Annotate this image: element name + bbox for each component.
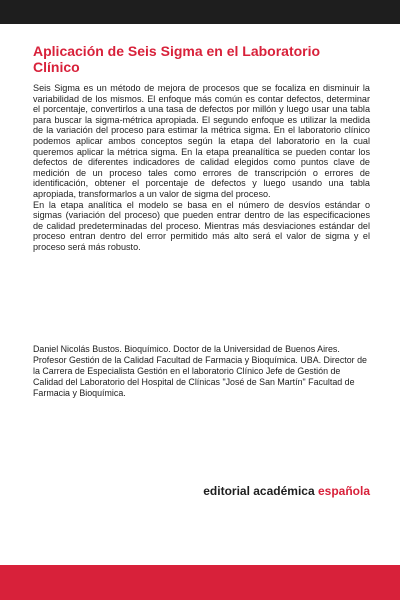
abstract-paragraph: Seis Sigma es un método de mejora de procesos que se focaliza en disminuir la variabilidad de los mismos. El enfoque más común es contar defectos, determinar el porcentaje, convertirlos a una tasa de defectos por millón y luego usar una tabla para buscar la sigma-métrica apropiada. El segundo enfoque es utilizar la medida de la variación del proceso para estimar la métrica sigma. En el laboratorio clínico podemos aplicar ambos conceptos según la etapa del laboratorio en la cual queremos aplicar la métrica sigma. En la etapa preanalítica se pueden contar los defectos de diferentes indicadores de calidad elegidos como puntos clave de medición de un proceso tales como errores de transcripción o errores de identificación, obtener el porcentaje de defectos y luego usando una tabla apropiada, transformarlos a un valor de sigma del proceso. (33, 83, 370, 199)
top-band (0, 0, 400, 24)
book-title: Aplicación de Seis Sigma en el Laboratorio Clínico (33, 43, 321, 75)
book-abstract (33, 83, 370, 253)
publisher-logo (200, 484, 370, 498)
author-bio: Daniel Nicolás Bustos. Bioquímico. Doctor de la Universidad de Buenos Aires. Profesor Gestión de la Calidad Facultad de Farmacia y Bioquímica. UBA. Director de la Carrera de Especialista Gestión en el laboratorio Clínico Jefe de Gestión de Calidad del Laboratorio del Hospital de Clínicas "José de San Martín" Facultad de Farmacia y Bioquímica. (33, 344, 367, 398)
abstract-paragraph: En la etapa analítica el modelo se basa en el número de desvíos estándar o sigmas (variación del proceso) que pueden entrar dentro de las especificaciones de calidad predeterminadas del proceso. Mientras más desviaciones estándar del proceso entran dentro del error permitido más alto será el valor de sigma y el proceso será más robusto. (33, 199, 370, 252)
publisher-accent: española (317, 484, 370, 498)
publisher-name: editorial académica (203, 484, 315, 498)
bottom-band (0, 565, 400, 600)
